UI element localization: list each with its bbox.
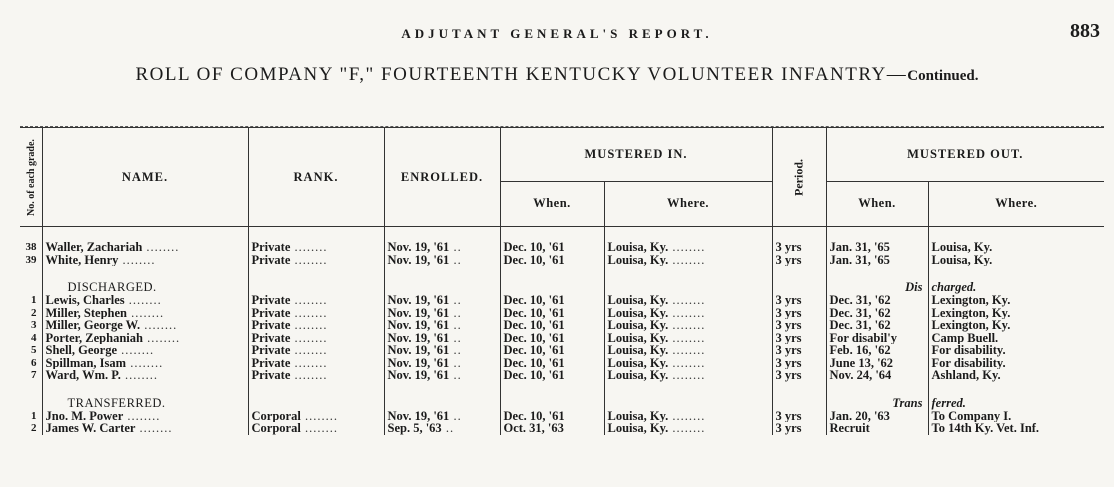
dot-leader: ........	[142, 331, 181, 344]
row-number: 38	[25, 241, 37, 253]
soldier-rank: Private	[251, 356, 291, 369]
col-header-enrolled: ENROLLED.	[384, 128, 500, 227]
col-header-no: No. of each grade.	[20, 128, 42, 227]
roll-body	[20, 227, 1104, 435]
col-header-rank: RANK.	[248, 128, 384, 227]
dot-leader: ........	[290, 241, 328, 254]
mustered-in-when: Dec. 10, '61	[503, 356, 565, 369]
table-row	[20, 319, 1104, 332]
row-number: 6	[31, 356, 37, 369]
soldier-rank: Private	[251, 294, 291, 307]
dot-leader: ........	[126, 356, 164, 369]
dot-leader: ........	[142, 241, 180, 254]
dot-leader: ........	[668, 356, 706, 369]
dot-leader: ........	[290, 369, 328, 382]
mustered-out-where: To 14th Ky. Vet. Inf.	[931, 422, 1040, 435]
soldier-rank: Private	[251, 344, 291, 357]
table-row	[20, 344, 1104, 357]
mustered-in-where: Louisa, Ky.	[607, 331, 669, 344]
service-period: 3 yrs	[775, 409, 802, 422]
dot-leader: ..	[441, 422, 455, 435]
section-note-start: Dis	[905, 280, 923, 294]
row-number: 1	[31, 409, 37, 422]
mustered-out-where: To Company I.	[931, 409, 1012, 422]
section-spacer	[20, 266, 1104, 280]
service-period: 3 yrs	[775, 306, 802, 319]
dot-leader: ........	[290, 319, 328, 332]
dot-leader: ..	[449, 344, 462, 357]
mustered-in-where: Louisa, Ky.	[607, 344, 669, 357]
mustered-out-where: Lexington, Ky.	[931, 294, 1011, 307]
dot-leader: ........	[668, 409, 706, 422]
mustered-in-when: Dec. 10, '61	[503, 294, 565, 307]
roll-table	[20, 127, 1104, 435]
enrolled-date: Sep. 5, '63	[387, 422, 442, 435]
dot-leader: ........	[300, 422, 338, 435]
enrolled-date: Nov. 19, '61	[387, 344, 450, 357]
soldier-rank: Private	[251, 331, 291, 344]
soldier-rank: Private	[251, 241, 291, 254]
mustered-out-where: Camp Buell.	[931, 331, 999, 344]
soldier-name: Jno. M. Power	[45, 409, 124, 422]
dot-leader: ..	[449, 306, 462, 319]
mustered-out-when: Recruit	[829, 422, 870, 435]
dot-leader: ..	[449, 409, 462, 422]
soldier-name: Lewis, Charles	[45, 294, 125, 307]
dot-leader: ........	[290, 306, 328, 319]
enrolled-date: Nov. 19, '61	[387, 294, 450, 307]
mustered-out-where: For disability.	[931, 344, 1006, 357]
table-row	[20, 254, 1104, 267]
page-number: 883	[1070, 20, 1100, 42]
table-row	[20, 332, 1104, 345]
service-period: 3 yrs	[775, 422, 802, 435]
section-note-end: ferred.	[931, 395, 966, 410]
soldier-rank: Private	[251, 369, 291, 382]
soldier-name: White, Henry	[45, 253, 119, 266]
row-number: 5	[31, 344, 37, 356]
dot-leader: ........	[290, 356, 328, 369]
soldier-name: Miller, George W.	[45, 319, 141, 332]
mustered-out-when: Jan. 31, '65	[829, 253, 890, 266]
dot-leader: ........	[117, 344, 155, 357]
service-period: 3 yrs	[775, 331, 802, 344]
col-header-mustered-out: MUSTERED OUT.	[826, 128, 1104, 182]
soldier-rank: Corporal	[251, 409, 301, 422]
section-label: DISCHARGED.	[67, 280, 157, 294]
col-header-out-when: When.	[826, 181, 928, 226]
service-period: 3 yrs	[775, 369, 802, 382]
mustered-in-where: Louisa, Ky.	[607, 356, 669, 369]
dot-leader: ........	[118, 253, 156, 266]
dot-leader: ........	[668, 331, 706, 344]
soldier-name: James W. Carter	[45, 422, 136, 435]
dot-leader: ........	[126, 306, 165, 319]
dot-leader: ........	[290, 331, 328, 344]
dot-leader: ........	[120, 369, 158, 382]
enrolled-date: Nov. 19, '61	[387, 409, 450, 422]
soldier-name: Miller, Stephen	[45, 306, 127, 319]
dot-leader: ........	[668, 319, 706, 332]
mustered-in-when: Oct. 31, '63	[503, 422, 564, 435]
section-note-start: Trans	[892, 395, 923, 410]
table-row	[20, 307, 1104, 320]
col-header-period: Period.	[772, 128, 826, 227]
soldier-rank: Private	[251, 306, 291, 319]
table-row	[20, 357, 1104, 370]
table-row	[20, 241, 1104, 254]
service-period: 3 yrs	[775, 253, 802, 266]
mustered-in-when: Dec. 10, '61	[503, 253, 565, 266]
table-row	[20, 422, 1104, 435]
row-number: 7	[31, 369, 37, 381]
enrolled-date: Nov. 19, '61	[387, 369, 450, 382]
mustered-in-where: Louisa, Ky.	[607, 369, 669, 382]
enrolled-date: Nov. 19, '61	[387, 331, 450, 344]
row-number: 39	[25, 253, 37, 266]
mustered-in-when: Dec. 10, '61	[503, 306, 565, 319]
col-header-in-where: Where.	[604, 181, 772, 226]
mustered-out-when: Feb. 16, '62	[829, 344, 891, 357]
mustered-in-where: Louisa, Ky.	[607, 306, 669, 319]
mustered-out-where: For disability.	[931, 356, 1006, 369]
enrolled-date: Nov. 19, '61	[387, 306, 450, 319]
mustered-in-when: Dec. 10, '61	[503, 319, 565, 332]
service-period: 3 yrs	[775, 319, 802, 332]
dot-leader: ........	[668, 344, 706, 357]
col-header-mustered-in: MUSTERED IN.	[500, 128, 772, 182]
running-title: ADJUTANT GENERAL'S REPORT.	[401, 26, 713, 41]
dot-leader: ........	[124, 294, 162, 307]
dot-leader: ........	[668, 306, 706, 319]
dot-leader: ........	[668, 369, 706, 382]
enrolled-date: Nov. 19, '61	[387, 253, 450, 266]
section-label: TRANSFERRED.	[67, 395, 166, 410]
mustered-out-where: Lexington, Ky.	[931, 319, 1011, 332]
mustered-in-when: Dec. 10, '61	[503, 331, 565, 344]
row-number: 4	[31, 331, 37, 344]
mustered-out-when: Nov. 24, '64	[829, 369, 892, 382]
section-note-end: charged.	[931, 280, 977, 294]
mustered-in-when: Dec. 10, '61	[503, 344, 565, 357]
mustered-out-when: Jan. 20, '63	[829, 409, 890, 422]
dot-leader: ........	[668, 422, 706, 435]
table-row	[20, 410, 1104, 423]
dot-leader: ..	[449, 356, 462, 369]
dot-leader: ........	[135, 422, 173, 435]
mustered-out-when: Dec. 31, '62	[829, 294, 891, 307]
section-spacer	[20, 382, 1104, 396]
mustered-out-where: Ashland, Ky.	[931, 369, 1001, 382]
soldier-name: Ward, Wm. P.	[45, 369, 121, 382]
dot-leader: ........	[300, 409, 338, 422]
mustered-in-where: Louisa, Ky.	[607, 319, 669, 332]
dot-leader: ........	[668, 294, 706, 307]
service-period: 3 yrs	[775, 356, 802, 369]
soldier-name: Porter, Zephaniah	[45, 331, 143, 344]
dot-leader: ........	[668, 241, 706, 254]
enrolled-date: Nov. 19, '61	[387, 356, 450, 369]
col-header-name: NAME.	[42, 128, 248, 227]
service-period: 3 yrs	[775, 344, 802, 357]
mustered-out-where: Louisa, Ky.	[931, 253, 993, 266]
enrolled-date: Nov. 19, '61	[387, 319, 450, 332]
section-heading-row	[20, 396, 1104, 410]
mustered-in-when: Dec. 10, '61	[503, 369, 565, 382]
table-row	[20, 369, 1104, 382]
dot-leader: ........	[290, 294, 328, 307]
mustered-out-when: June 13, '62	[829, 356, 894, 369]
dot-leader: ..	[449, 241, 462, 254]
mustered-out-when: Dec. 31, '62	[829, 306, 891, 319]
soldier-name: Shell, George	[45, 344, 118, 357]
mustered-in-where: Louisa, Ky.	[607, 409, 669, 422]
table-row	[20, 294, 1104, 307]
col-header-out-where: Where.	[928, 181, 1104, 226]
service-period: 3 yrs	[775, 241, 802, 254]
roll-title-continued: Continued.	[907, 68, 979, 84]
row-number: 3	[31, 319, 37, 331]
dot-leader: ........	[140, 319, 178, 332]
mustered-in-where: Louisa, Ky.	[607, 422, 669, 435]
mustered-out-when: Dec. 31, '62	[829, 319, 891, 332]
mustered-out-when: Jan. 31, '65	[829, 241, 890, 254]
soldier-name: Waller, Zachariah	[45, 241, 143, 254]
dot-leader: ........	[668, 253, 706, 266]
soldier-rank: Private	[251, 319, 291, 332]
enrolled-date: Nov. 19, '61	[387, 241, 450, 254]
mustered-out-where: Lexington, Ky.	[931, 306, 1011, 319]
soldier-rank: Corporal	[251, 422, 301, 435]
roll-title	[0, 64, 1114, 86]
col-header-in-when: When.	[500, 181, 604, 226]
mustered-in-where: Louisa, Ky.	[607, 253, 669, 266]
mustered-in-where: Louisa, Ky.	[607, 294, 669, 307]
dot-leader: ........	[290, 344, 328, 357]
mustered-out-when: For disabil'y	[829, 331, 897, 344]
mustered-in-when: Dec. 10, '61	[503, 241, 565, 254]
dot-leader: ..	[449, 319, 462, 332]
dot-leader: ..	[449, 331, 462, 344]
soldier-name: Spillman, Isam	[45, 356, 127, 369]
dot-leader: ........	[290, 253, 328, 266]
section-spacer	[20, 227, 1104, 242]
dot-leader: ........	[123, 409, 161, 422]
mustered-in-where: Louisa, Ky.	[607, 241, 669, 254]
mustered-in-when: Dec. 10, '61	[503, 409, 565, 422]
roll-title-main: ROLL OF COMPANY "F," FOURTEENTH KENTUCKY VOLUNTEER INFANTRY—	[135, 64, 908, 85]
dot-leader: ..	[449, 369, 462, 382]
row-number: 2	[31, 422, 37, 434]
service-period: 3 yrs	[775, 294, 802, 307]
section-heading-row	[20, 280, 1104, 294]
mustered-out-where: Louisa, Ky.	[931, 241, 993, 254]
row-number: 2	[31, 306, 37, 319]
dot-leader: ..	[449, 253, 462, 266]
dot-leader: ..	[449, 294, 462, 307]
soldier-rank: Private	[251, 253, 291, 266]
row-number: 1	[31, 294, 37, 306]
